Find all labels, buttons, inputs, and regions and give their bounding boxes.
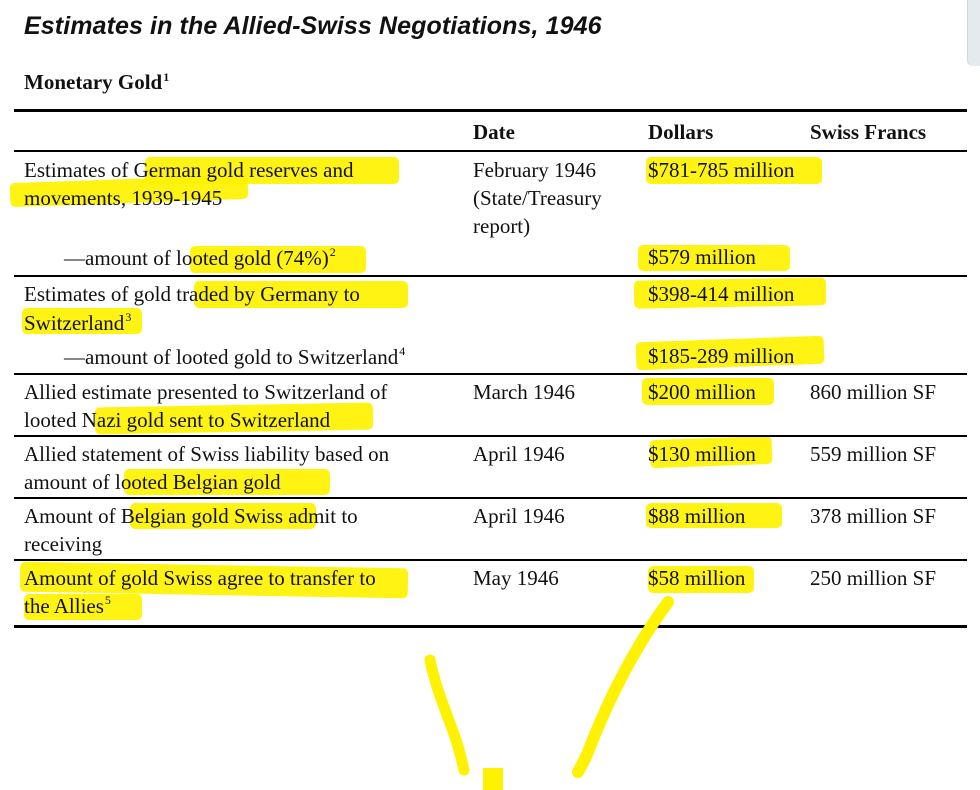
row-date: February 1946 (473, 158, 597, 182)
row-description: looted Nazi gold sent to Switzerland (24, 408, 331, 432)
section-title (24, 70, 169, 95)
row-description: Allied statement of Swiss liability based on (24, 442, 390, 466)
page-title: Estimates in the Allied-Swiss Negotiations, 1946 (24, 12, 602, 40)
row-description: receiving (24, 532, 103, 556)
row-swiss-francs: 250 million SF (810, 566, 937, 590)
row-date: April 1946 (473, 442, 565, 466)
row-swiss-francs: 559 million SF (810, 442, 937, 466)
row-description: Allied estimate presented to Switzerland of (24, 380, 388, 404)
footnote-marker: 1 (163, 70, 170, 84)
row-description (24, 309, 131, 340)
row-dollars: $579 million (648, 245, 756, 269)
row-date: (State/Treasury (473, 186, 602, 210)
row-date: April 1946 (473, 504, 565, 528)
footnote-marker: 4 (399, 344, 406, 358)
column-header-dollars: Dollars (648, 120, 714, 144)
row-description: Estimates of gold traded by Germany to (24, 282, 360, 306)
row-description-text: Switzerland (24, 311, 125, 335)
row-description-text: the Allies (24, 594, 104, 618)
marker-stroke (430, 660, 464, 770)
row-description: movements, 1939-1945 (24, 186, 223, 210)
row-description-text: —amount of looted gold to Switzerland (64, 345, 399, 369)
row-date: May 1946 (473, 566, 559, 590)
row-description: Amount of Belgian gold Swiss admit to (24, 504, 358, 528)
row-dollars: $781-785 million (648, 158, 795, 182)
row-description: amount of looted Belgian gold (24, 470, 281, 494)
marker-dot (483, 768, 503, 790)
row-description-text: —amount of looted gold (74%) (64, 246, 329, 270)
column-header-swiss-francs: Swiss Francs (810, 120, 927, 144)
section-label: Monetary Gold (24, 70, 163, 94)
row-description (64, 244, 336, 275)
row-dollars: $200 million (648, 380, 756, 404)
row-description (24, 592, 111, 623)
row-dollars: $398-414 million (648, 282, 795, 306)
row-dollars: $130 million (648, 442, 756, 466)
column-header-date: Date (473, 120, 515, 144)
footnote-marker: 5 (104, 593, 111, 607)
row-description: Amount of gold Swiss agree to transfer to (24, 566, 376, 590)
row-date: report) (473, 214, 531, 238)
footnote-marker: 2 (329, 245, 336, 259)
row-date: March 1946 (473, 380, 576, 404)
row-dollars: $58 million (648, 566, 746, 590)
row-swiss-francs: 860 million SF (810, 380, 937, 404)
marker-stroke (578, 602, 668, 772)
row-swiss-francs: 378 million SF (810, 504, 937, 528)
row-dollars: $88 million (648, 504, 746, 528)
row-description: Estimates of German gold reserves and (24, 158, 354, 182)
footnote-marker: 3 (125, 310, 132, 324)
row-dollars: $185-289 million (648, 344, 795, 368)
row-description (64, 343, 405, 374)
